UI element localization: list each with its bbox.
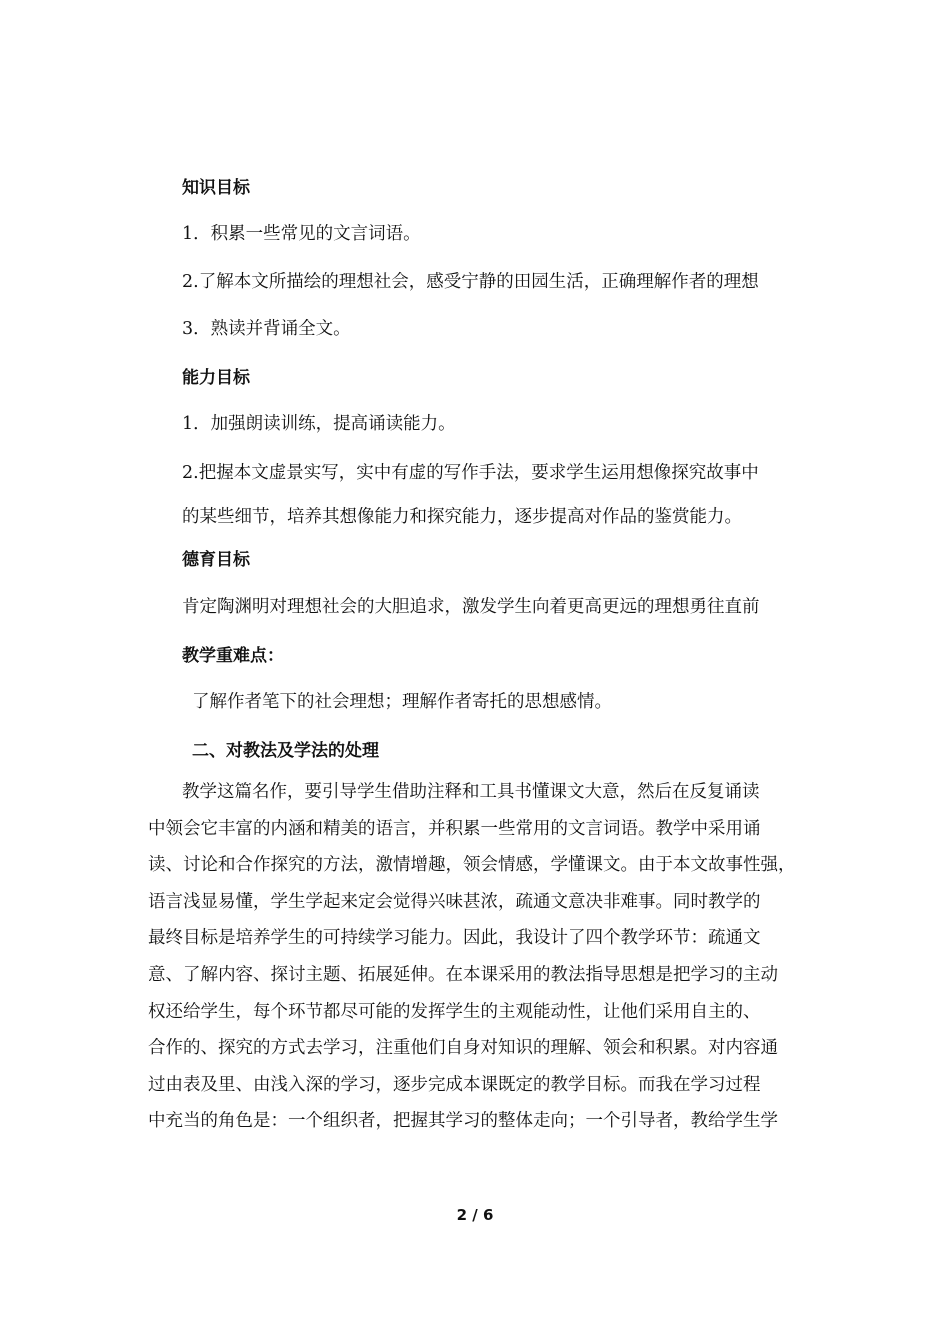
knowledge-heading: 知识目标 — [182, 178, 250, 198]
knowledge-item-3: 3．熟读并背诵全文。 — [182, 319, 351, 339]
paragraph-line: 语言浅显易懂，学生学起来定会觉得兴味甚浓，疏通文意决非难事。同时教学的 — [148, 891, 761, 912]
ability-item-1: 1．加强朗读训练，提高诵读能力。 — [182, 414, 456, 434]
paragraph-line: 中领会它丰富的内涵和精美的语言，并积累一些常用的文言词语。教学中采用诵 — [148, 818, 761, 839]
moral-heading: 德育目标 — [182, 550, 250, 570]
knowledge-item-1: 1．积累一些常见的文言词语。 — [182, 224, 421, 244]
section2-heading: 二、对教法及学法的处理 — [192, 741, 379, 761]
paragraph-line: 最终目标是培养学生的可持续学习能力。因此，我设计了四个教学环节：疏通文 — [148, 928, 761, 949]
paragraph-line: 合作的、探究的方式去学习，注重他们自身对知识的理解、领会和积累。对内容通 — [148, 1038, 778, 1059]
ability-item-2-line: 2.把握本文虚景实写，实中有虚的写作手法，要求学生运用想像探究故事中 — [182, 463, 759, 483]
ability-heading: 能力目标 — [182, 368, 250, 388]
paragraph-line: 过由表及里、由浅入深的学习，逐步完成本课既定的教学目标。而我在学习过程 — [148, 1074, 761, 1095]
keypoints-text: 了解作者笔下的社会理想；理解作者寄托的思想感情。 — [192, 692, 612, 712]
ability-item-2-line: 的某些细节，培养其想像能力和探究能力，逐步提高对作品的鉴赏能力。 — [182, 507, 742, 527]
keypoints-heading: 教学重难点： — [182, 646, 284, 666]
page-number: 2 / 6 — [456, 1206, 494, 1224]
paragraph-line: 权还给学生，每个环节都尽可能的发挥学生的主观能动性，让他们采用自主的、 — [148, 1001, 761, 1022]
paragraph-line: 教学这篇名作，要引导学生借助注释和工具书懂课文大意，然后在反复诵读 — [182, 782, 760, 802]
ability-item-2 — [182, 451, 808, 539]
knowledge-item-2: 2.了解本文所描绘的理想社会，感受宁静的田园生活，正确理解作者的理想 — [182, 272, 759, 292]
section2-paragraph — [148, 774, 808, 1140]
moral-text: 肯定陶渊明对理想社会的大胆追求，激发学生向着更高更远的理想勇往直前 — [182, 597, 760, 617]
paragraph-line: 读、讨论和合作探究的方法，激情增趣，领会情感，学懂课文。由于本文故事性强， — [148, 855, 796, 876]
paragraph-line: 中充当的角色是：一个组织者，把握其学习的整体走向；一个引导者，教给学生学 — [148, 1111, 778, 1132]
paragraph-line: 意、了解内容、探讨主题、拓展延伸。在本课采用的教法指导思想是把学习的主动 — [148, 964, 778, 985]
